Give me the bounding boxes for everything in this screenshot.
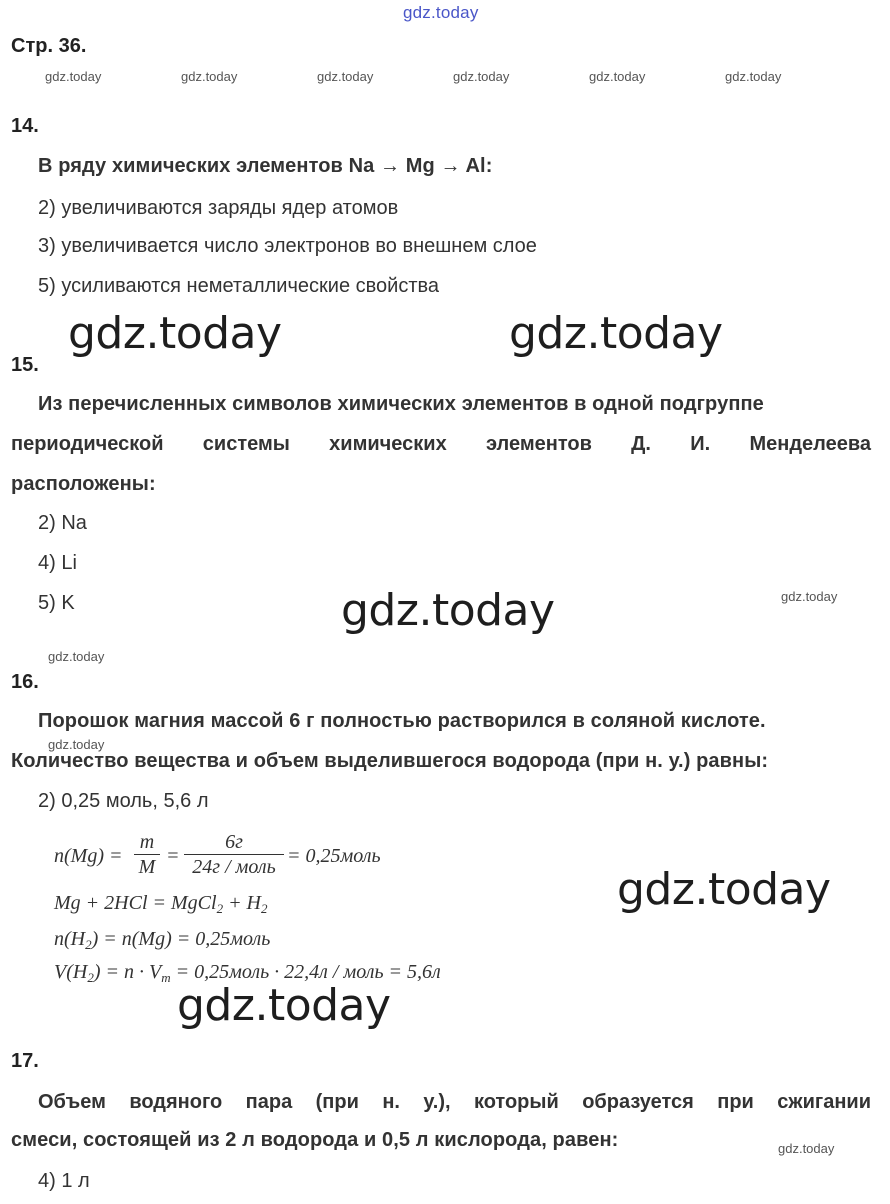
answer-15-3: 5) K (38, 592, 75, 614)
word: водяного (129, 1091, 223, 1113)
watermark-big: gdz.today (68, 308, 282, 359)
question-number-15: 15. (11, 354, 39, 376)
formula-1-result: = 0,25моль (287, 845, 381, 867)
formula-part: n(H (54, 928, 86, 950)
word: образуется (582, 1091, 694, 1113)
watermark-small: gdz.today (778, 1141, 835, 1156)
watermark-small: gdz.today (317, 69, 374, 84)
formula-1-left: n(Mg) = (54, 845, 123, 867)
answer-14-3: 5) усиливаются неметаллические свойства (38, 275, 440, 297)
watermark-big: gdz.today (341, 585, 555, 636)
question-15-line3: расположены: (11, 473, 156, 495)
question-number-14: 14. (11, 115, 39, 137)
word: Объем (38, 1091, 106, 1113)
word: Д. (631, 433, 651, 455)
watermark-top: gdz.today (403, 3, 479, 22)
word: (при (315, 1091, 359, 1113)
formula-subscript: 2 (87, 970, 94, 985)
watermark-small: gdz.today (181, 69, 238, 84)
fraction-denominator: M (138, 856, 156, 878)
watermark-small: gdz.today (48, 649, 105, 664)
word: системы (202, 433, 290, 455)
watermark-small: gdz.today (589, 69, 646, 84)
word: при (717, 1091, 754, 1113)
word: И. (690, 433, 711, 455)
question-16-line2: Количество вещества и объем выделившегося водорода (при н. у.) равны: (11, 750, 769, 772)
word: химических (329, 433, 447, 455)
formula-part: + H (223, 892, 262, 914)
question-number-16: 16. (11, 671, 39, 693)
word: периодической (11, 433, 164, 455)
answer-14-2: 3) увеличивается число электронов во внешнем слое (38, 235, 537, 257)
watermark-small: gdz.today (725, 69, 782, 84)
page-title: Стр. 36. (11, 35, 87, 57)
word: Менделеева (749, 433, 871, 455)
formula-2 (54, 892, 268, 917)
answer-17: 4) 1 л (38, 1170, 90, 1192)
question-15-line1: Из перечисленных символов химических элементов в одной подгруппе (38, 393, 764, 415)
formula-part: V(H (54, 961, 88, 983)
formula-part: Mg + 2HCl = MgCl (54, 892, 217, 914)
formula-subscript: 2 (261, 901, 268, 916)
fraction-denominator: 24г / моль (192, 856, 276, 878)
answer-15-1: 2) Na (38, 512, 87, 534)
word: элементов (485, 433, 592, 455)
formula-subscript: m (161, 970, 171, 985)
formula-part: ) = n(Mg) = 0,25моль (91, 928, 271, 950)
word: сжигании (777, 1091, 871, 1113)
watermark-small: gdz.today (48, 737, 105, 752)
watermark-big: gdz.today (177, 980, 391, 1031)
answer-15-2: 4) Li (38, 552, 77, 574)
formula-1-equals: = (166, 845, 180, 867)
formula-1-fraction-m-over-M (134, 831, 160, 879)
question-17-line2: смеси, состоящей из 2 л водорода и 0,5 л кислорода, равен: (11, 1129, 619, 1151)
question-16-line1: Порошок магния массой 6 г полностью растворился в соляной кислоте. (38, 710, 766, 732)
word: у.), (423, 1091, 451, 1113)
watermark-small: gdz.today (45, 69, 102, 84)
formula-1-fraction-mass-over-molar (184, 831, 284, 879)
answer-14-1: 2) увеличиваются заряды ядер атомов (38, 197, 399, 219)
question-17-line1 (38, 1091, 871, 1114)
watermark-small: gdz.today (781, 589, 838, 604)
formula-part: = 0,25моль · 22,4л / моль = 5,6л (170, 961, 441, 983)
formula-subscript: 2 (85, 937, 92, 952)
word: н. (382, 1091, 400, 1113)
formula-part: ) = n · V (93, 961, 162, 983)
fraction-numerator: m (134, 831, 160, 855)
watermark-big: gdz.today (509, 308, 723, 359)
question-number-17: 17. (11, 1050, 39, 1072)
word: пара (245, 1091, 293, 1113)
watermark-small: gdz.today (453, 69, 510, 84)
question-14-text: В ряду химических элементов Na → Mg → Al: (38, 155, 493, 177)
question-15-line2 (11, 433, 871, 456)
formula-subscript: 2 (216, 901, 224, 916)
formula-3 (54, 928, 270, 953)
watermark-big: gdz.today (617, 864, 831, 915)
word: который (473, 1091, 559, 1113)
fraction-numerator: 6г (184, 831, 284, 855)
answer-16: 2) 0,25 моль, 5,6 л (38, 790, 209, 812)
